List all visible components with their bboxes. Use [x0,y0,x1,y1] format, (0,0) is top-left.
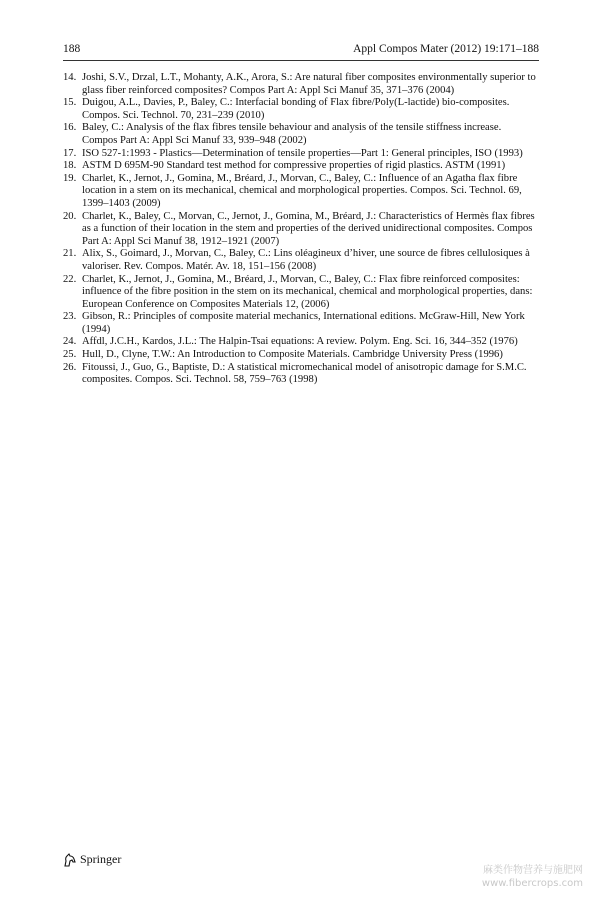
reference-text: Charlet, K., Baley, C., Morvan, C., Jernot, J., Gomina, M., Bréard, J.: Characteristics of Hermès flax fibres as a function of their location in the stem and properties of the derived unidirectional composites. Compos Part A: Appl Sci Manuf 38, 1912–1921 (2007) [82,210,535,247]
running-header [63,43,539,55]
reference-text: Joshi, S.V., Drzal, L.T., Mohanty, A.K., Arora, S.: Are natural fiber composites environmentally superior to glass fiber reinforced composites? Compos Part A: Appl Sci Manuf 35, 371–376 (2004) [82,72,536,96]
reference-item [63,160,539,173]
reference-text: Charlet, K., Jernot, J., Gomina, M., Bréard, J., Morvan, C., Baley, C.: Flax fibre reinforced composites: influence of the fibre position in the stem on its mechanical, chemical and morphological properties, dans: European Conference on Composites Materials 12, (2006) [82,273,533,310]
reference-item [63,72,539,97]
reference-item [63,336,539,349]
reference-number: 19. [63,172,77,184]
reference-text: Hull, D., Clyne, T.W.: An Introduction to Composite Materials. Cambridge University Press (1996) [82,349,503,361]
reference-number: 16. [63,122,77,134]
reference-text: Duigou, A.L., Davies, P., Baley, C.: Interfacial bonding of Flax fibre/Poly(L-lactide) bio-composites. Compos. Sci. Technol. 70, 231–239 (2010) [82,97,510,121]
reference-text: ASTM D 695M-90 Standard test method for compressive properties of rigid plastics. ASTM (1991) [82,160,506,172]
reference-text: Baley, C.: Analysis of the flax fibres tensile behaviour and analysis of the tensile stiffness increase. Compos Part A: Appl Sci Manuf 33, 939–948 (2002) [82,122,502,146]
publisher-footer [63,852,121,867]
reference-list [63,72,539,387]
page-number: 188 [63,43,81,55]
reference-number: 18. [63,160,77,172]
reference-text: Affdl, J.C.H., Kardos, J.L.: The Halpin-Tsai equations: A review. Polym. Eng. Sci. 16, 344–352 (1976) [82,336,518,348]
reference-text: Fitoussi, J., Guo, G., Baptiste, D.: A statistical micromechanical model of anisotropic damage for S.M.C. composites. Compos. Sci. Technol. 58, 759–763 (1998) [82,361,527,386]
reference-item [63,248,539,273]
reference-number: 21. [63,248,77,260]
publisher-name: Springer [80,852,122,866]
reference-item [63,148,539,161]
reference-number: 25. [63,349,77,361]
journal-citation: Appl Compos Mater (2012) 19:171–188 [353,43,539,55]
reference-number: 15. [63,97,77,109]
springer-horse-icon [63,853,77,867]
site-watermark [482,864,583,890]
reference-item [63,122,539,147]
reference-number: 23. [63,311,77,323]
reference-number: 24. [63,336,77,348]
reference-text: Gibson, R.: Principles of composite material mechanics, International editions. McGraw-Hill, New York (1994) [82,311,525,335]
reference-item [63,311,539,336]
reference-item [63,211,539,249]
reference-number: 14. [63,72,77,83]
reference-text: Alix, S., Goimard, J., Morvan, C., Baley, C.: Lins oléagineux d’hiver, une source de fibres cellulosiques à valoriser. Rev. Compos. Matér. Av. 18, 151–156 (2008) [82,248,530,272]
reference-number: 17. [63,147,77,159]
reference-number: 20. [63,210,77,222]
reference-number: 26. [63,361,77,373]
watermark-line-2: www.fibercrops.com [481,878,583,889]
reference-number: 22. [63,273,77,285]
reference-item [63,349,539,362]
reference-text: Charlet, K., Jernot, J., Gomina, M., Bréard, J., Morvan, C., Baley, C.: Influence of an Agatha flax fibre location in a stem on its mechanical, chemical and morphological properties. Compos. Sci. Technol. 69, 1399–1403 (2009) [82,172,522,209]
header-rule [63,60,539,61]
watermark-line-1: 麻类作物营养与施肥网 [483,865,583,876]
reference-text: ISO 527-1:1993 - Plastics—Determination of tensile properties—Part 1: General principles, ISO (1993) [82,147,523,159]
reference-item [63,362,539,387]
reference-item [63,173,539,211]
reference-item [63,274,539,312]
reference-item [63,97,539,122]
